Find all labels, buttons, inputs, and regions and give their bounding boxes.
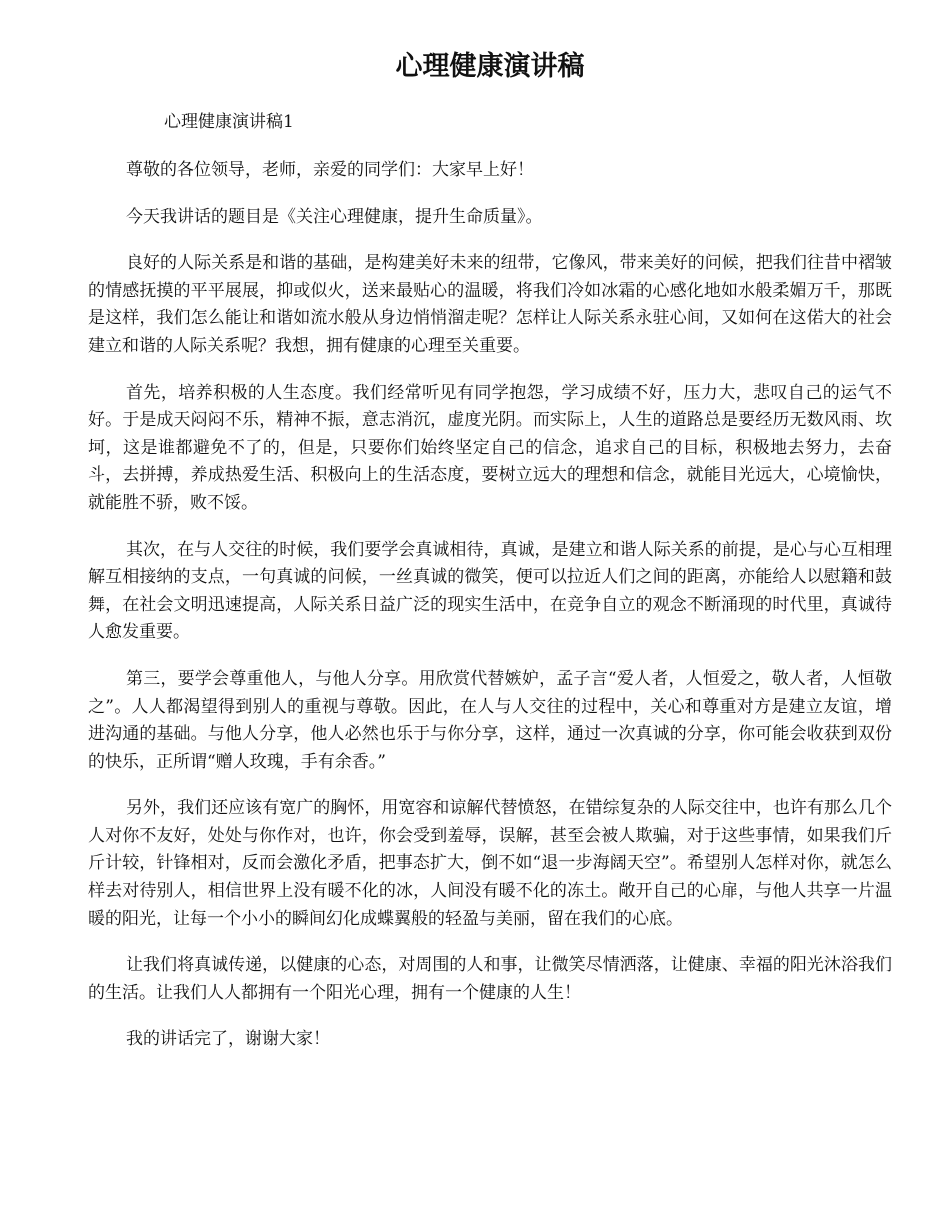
paragraph-fourth-point: 另外，我们还应该有宽广的胸怀，用宽容和谅解代替愤怒，在错综复杂的人际交往中，也许有那么几个人对你不友好，处处与你作对，也许，你会受到羞辱，误解，甚至会被人欺骗，对于这些事情，如果我们斤斤计较，针锋相对，反而会激化矛盾，把事态扩大，倒不如“退一步海阔天空”。希望别人怎样对你，就怎么样去对待别人，相信世界上没有暖不化的冰，人间没有暖不化的冻土。敞开自己的心扉，与他人共享一片温暖的阳光，让每一个小小的瞬间幻化成蝶翼般的轻盈与美丽，留在我们的心底。	[88, 798, 892, 929]
document-page	[88, 0, 892, 1054]
paragraph-topic: 今天我讲话的题目是《关注心理健康，提升生命质量》。	[126, 206, 543, 227]
document-subtitle: 心理健康演讲稿1	[164, 112, 294, 132]
paragraph-second-point: 其次，在与人交往的时候，我们要学会真诚相待，真诚，是建立和谐人际关系的前提，是心与心互相理解互相接纳的支点，一句真诚的问候，一丝真诚的微笑，便可以拉近人们之间的距离，亦能给人以慰籍和鼓舞，在社会文明迅速提高，人际关系日益广泛的现实生活中，在竞争自立的观念不断涌现的时代里，真诚待人愈发重要。	[88, 539, 892, 643]
page-title: 心理健康演讲稿	[395, 51, 585, 82]
paragraph-third-point: 第三，要学会尊重他人，与他人分享。用欣赏代替嫉妒，孟子言“爱人者，人恒爱之，敬人者，人恒敬之”。人人都渴望得到别人的重视与尊敬。因此，在人与人交往的过程中，关心和尊重对方是建立友谊，增进沟通的基础。与他人分享，他人必然也乐于与你分享，这样，通过一次真诚的分享，你可能会收获到双份的快乐，正所谓“赠人玫瑰，手有余香。”	[88, 668, 892, 772]
paragraph-closing: 我的讲话完了，谢谢大家！	[126, 1029, 330, 1050]
paragraph-conclusion: 让我们将真诚传递，以健康的心态，对周围的人和事，让微笑尽情洒落，让健康、幸福的阳光沐浴我们的生活。让我们人人都拥有一个阳光心理，拥有一个健康的人生！	[88, 955, 892, 1003]
paragraph-greeting: 尊敬的各位领导，老师，亲爱的同学们：大家早上好！	[126, 160, 534, 180]
paragraph-first-point: 首先，培养积极的人生态度。我们经常听见有同学抱怨，学习成绩不好，压力大，悲叹自己的运气不好。于是成天闷闷不乐，精神不振，意志消沉，虚度光阴。而实际上，人生的道路总是要经历无数风雨、坎坷，这是谁都避免不了的，但是，只要你们始终坚定自己的信念，追求自己的目标，积极地去努力，去奋斗，去拼搏，养成热爱生活、积极向上的生活态度，要树立远大的理想和信念，就能目光远大，心境愉快，就能胜不骄，败不馁。	[88, 382, 892, 513]
paragraph-introduction: 良好的人际关系是和谐的基础，是构建美好未来的纽带，它像风，带来美好的问候，把我们往昔中褶皱的情感抚摸的平平展展，抑或似火，送来最贴心的温暖，将我们冷如冰霜的心感化地如水般柔媚万千，那既是这样，我们怎么能让和谐如流水般从身边悄悄溜走呢？怎样让人际关系永驻心间，又如何在这偌大的社会建立和谐的人际关系呢？我想，拥有健康的心理至关重要。	[88, 253, 892, 356]
